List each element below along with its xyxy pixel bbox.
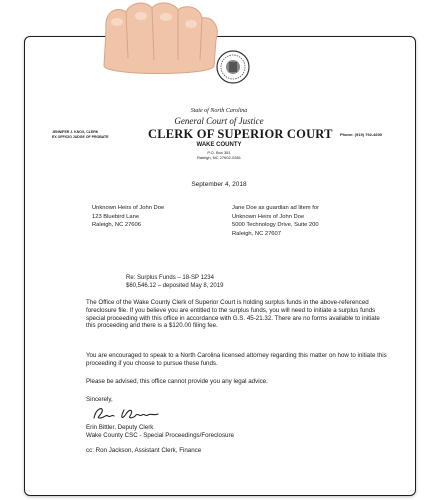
recipient-line: Unknown Heirs of John Doe [92,205,165,211]
recipient-right [232,204,319,238]
address-line: Raleigh, NC 27602-0351 [196,155,242,160]
clerk-name-line: JENNIFER J. KNOX, CLERK [52,130,99,134]
reference-line [126,274,223,290]
recipient-line: 5000 Technology Drive, Suite 200 [232,222,319,229]
signer-block [86,424,234,440]
clerk-names [52,130,142,140]
body-paragraph-3: Please be advised, this office cannot provide you any legal advice. [86,378,268,385]
clerk-title-line: EX OFFICIO JUDGE OF PROBATE [52,135,109,139]
body-paragraph-1: The Office of the Wake County Clerk of Superior Court is holding surplus funds in the above-referenced foreclosure file. If you believe you are entitled to the surplus funds, you will need to initiate a surplus funds special proceeding with this office in accordance with G.S. 45-21.32. There are no forms available to initiate this proceeding and there is a $120.00 filing fee. [86,299,380,330]
recipient-line: 123 Bluebird Lane [92,213,140,220]
office-address [0,150,438,160]
re-amount: $60,546.12 – deposited May 8, 2019 [126,283,224,289]
recipient-line: Unknown Heirs of John Doe [232,213,305,220]
letter-date: September 4, 2018 [191,181,247,188]
body-paragraph-2: You are encouraged to speak to a North Carolina licensed attorney regarding this matter on how to initiate this proceeding if you choose to pursue these funds. [86,352,387,367]
re-case: Re: Surplus Funds – 18-SP 1234 [126,275,214,281]
office-title: CLERK OF SUPERIOR COURT [148,127,333,141]
signer-office: Wake County CSC - Special Proceedings/Foreclosure [86,432,234,439]
recipient-left [92,204,164,230]
court-name: General Court of Justice [174,116,264,126]
recipient-line: Raleigh, NC 27606 [92,222,141,229]
address-line: P.O. Box 351 [207,150,231,155]
signature-icon [90,404,170,424]
phone-number: Phone: (919) 792-4600 [340,132,383,137]
recipient-line: Raleigh, NC 27607 [232,230,281,237]
recipient-line: Jane Doe as guardian ad litem for [232,205,320,211]
carbon-copy: cc: Ron Jackson, Assistant Clerk, Finance [86,447,202,454]
county-name: WAKE COUNTY [196,142,242,148]
state-name: State of North Carolina [190,108,248,114]
hand-icon [96,0,224,78]
signer-name: Erin Bittler, Deputy Clerk [86,424,154,431]
closing: Sincerely, [86,396,113,403]
